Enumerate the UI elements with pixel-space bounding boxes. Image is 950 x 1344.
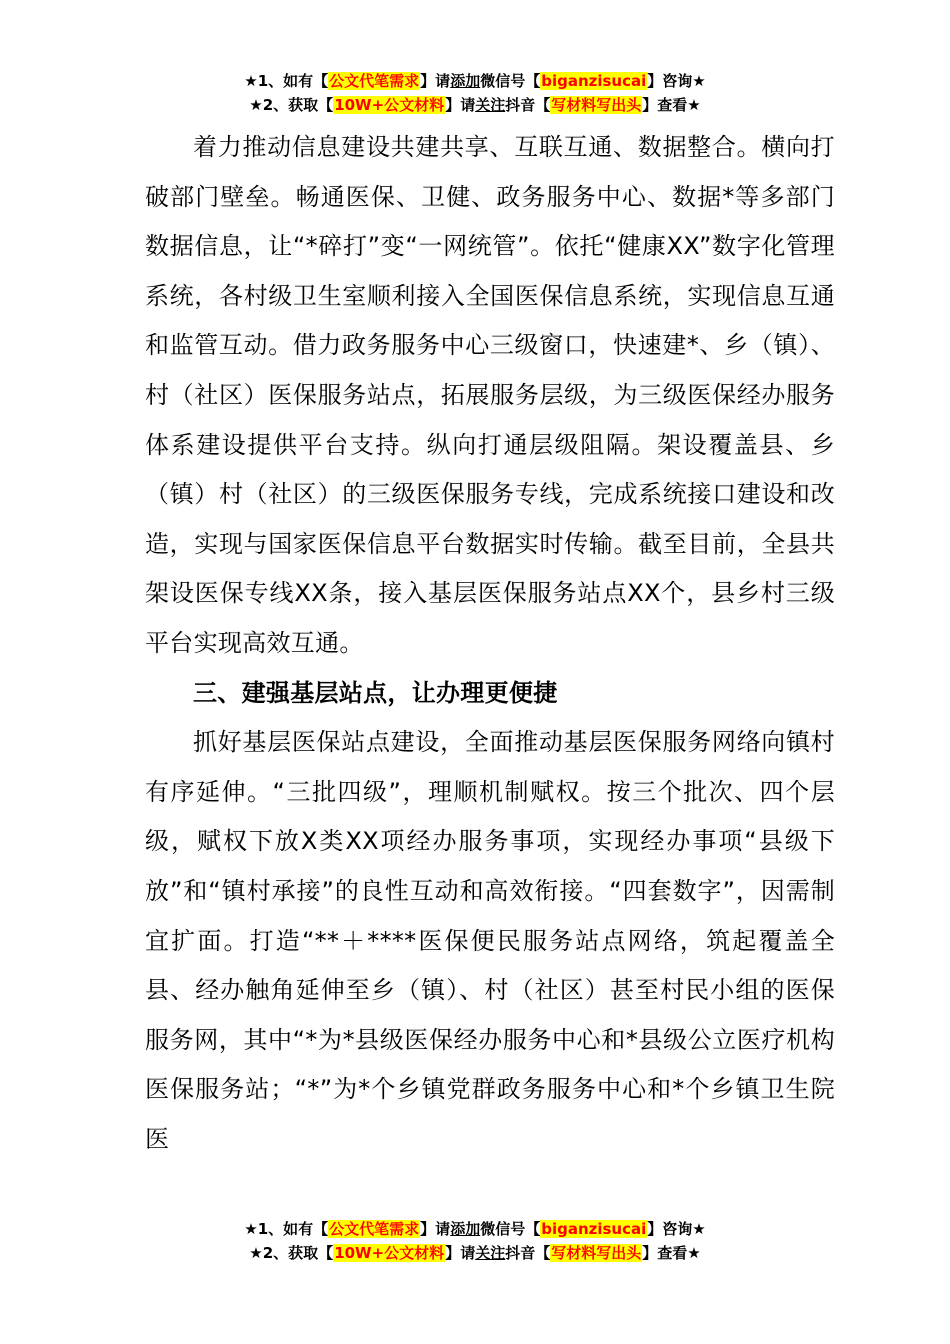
ad-text: 】查看★ [642,96,701,114]
ad-underline: 关注 [475,96,506,114]
ad-underline: 添加 [450,1220,481,1238]
ad-line-2 [0,1241,950,1265]
body-paragraph: 抓好基层医保站点建设，全面推动基层医保服务网络向镇村有序延伸。“三批四级”，理顺机制赋权。按三个批次、四个层级，赋权下放X类XX项经办服务事项，实现经办事项“县级下放”和“镇村承接”的良性互动和高效衔接。“四套数字”，因需制宜扩面。打造“**＋****医保便民服务站点网络，筑起覆盖全县、经办触角延伸至乡（镇）、村（社区）甚至村民小组的医保服务网，其中“*为*县级医保经办服务中心和*县级公立医疗机构医保服务站；“*”为*个乡镇党群政务服务中心和*个乡镇卫生院医 [145,728,835,1153]
ad-line-1 [0,69,950,93]
ad-highlight-douyin: 写材料写出头 [551,96,642,114]
ad-text: 抖音【 [505,1244,551,1262]
ad-text: 微信号【 [480,1220,541,1238]
ad-text: ★2、获取【 [249,1244,334,1262]
bottom-ad-banner [0,1217,950,1265]
ad-text: ★1、如有【 [244,72,329,90]
document-body [145,123,835,1164]
ad-text: 】咨询★ [647,1220,706,1238]
ad-text: ★1、如有【 [244,1220,329,1238]
section-heading: 三、建强基层站点，让办理更便捷 [193,678,558,707]
ad-text: 抖音【 [505,96,551,114]
ad-highlight-wechat: biganzisucai [541,1220,647,1238]
ad-highlight-wechat: biganzisucai [541,72,647,90]
ad-line-1 [0,1217,950,1241]
ad-text: ★2、获取【 [249,96,334,114]
ad-text: 】请 [420,72,451,90]
ad-underline: 关注 [475,1244,506,1262]
body-paragraph: 着力推动信息建设共建共享、互联互通、数据整合。横向打破部门壁垒。畅通医保、卫健、政务服务中心、数据*等多部门数据信息，让“*碎打”变“一网统管”。依托“健康XX”数字化管理系统，各村级卫生室顺利接入全国医保信息系统，实现信息互通和监管互动。借力政务服务中心三级窗口，快速建*、乡（镇）、村（社区）医保服务站点，拓展服务层级，为三级医保经办服务体系建设提供平台支持。纵向打通层级阻隔。架设覆盖县、乡（镇）村（社区）的三级医保服务专线，完成系统接口建设和改造，实现与国家医保信息平台数据实时传输。截至目前，全县共架设医保专线XX条，接入基层医保服务站点XX个，县乡村三级平台实现高效互通。 [145,133,835,657]
ad-text: 微信号【 [480,72,541,90]
ad-text: 】请 [420,1220,451,1238]
ad-text: 】请 [445,96,476,114]
ad-highlight-douyin: 写材料写出头 [551,1244,642,1262]
top-ad-banner [0,69,950,117]
ad-underline: 添加 [450,72,481,90]
ad-highlight: 10W+公文材料 [334,1244,445,1262]
ad-highlight: 公文代笔需求 [329,72,420,90]
ad-line-2 [0,93,950,117]
ad-text: 】请 [445,1244,476,1262]
ad-highlight: 公文代笔需求 [329,1220,420,1238]
ad-text: 】查看★ [642,1244,701,1262]
ad-text: 】咨询★ [647,72,706,90]
ad-highlight: 10W+公文材料 [334,96,445,114]
